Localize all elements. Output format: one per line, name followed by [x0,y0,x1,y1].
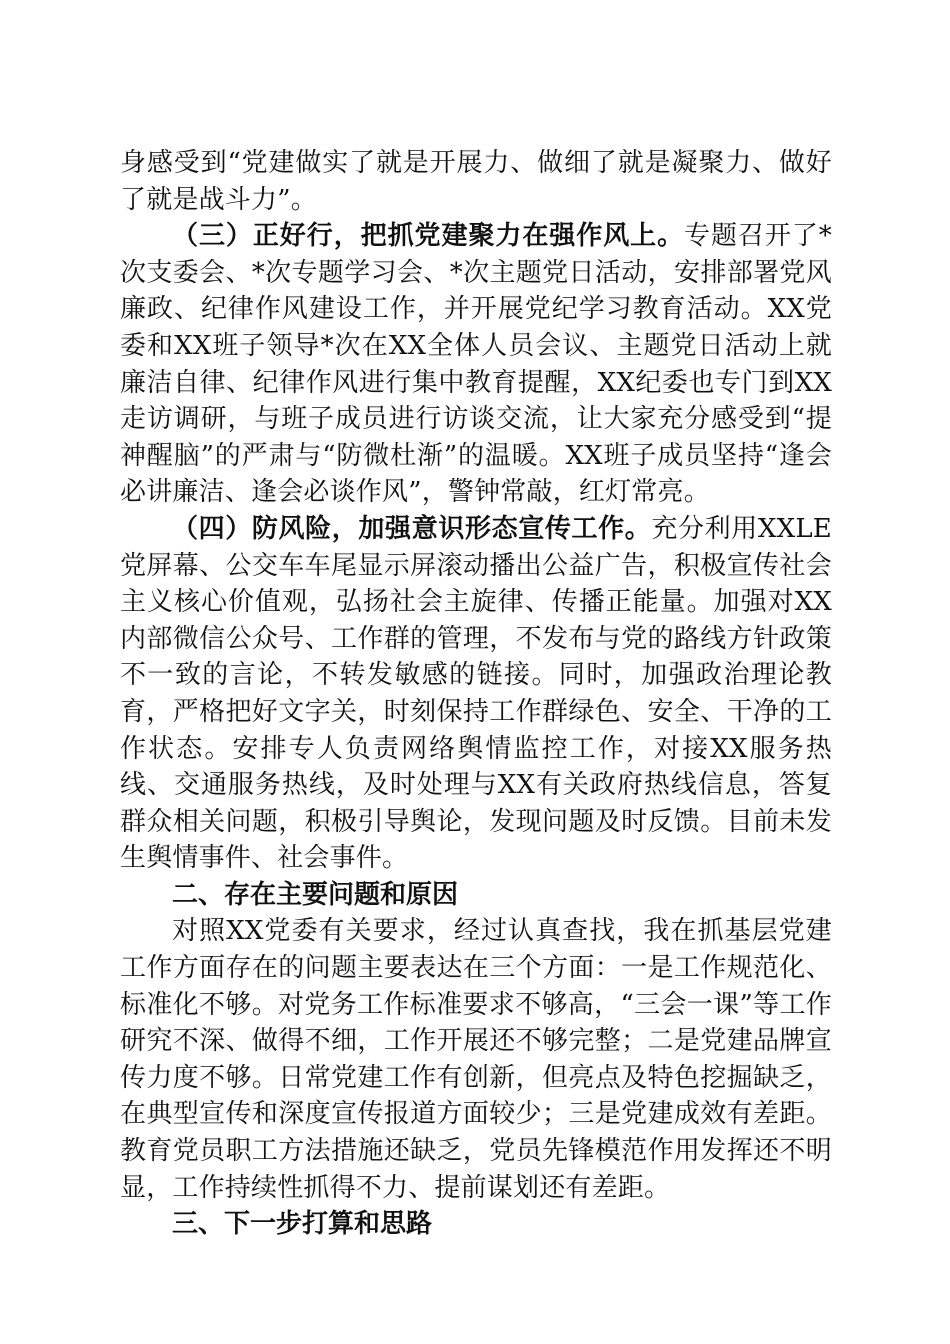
paragraph-section-4 [120,511,832,877]
paragraph-problems: 对照XX党委有关要求，经过认真查找，我在抓基层党建工作方面存在的问题主要表达在三个方面：一是工作规范化、标准化不够。对党务工作标准要求不够高，“三会一课”等工作研究不深、做得不细，工作开展还不够完整；二是党建品牌宣传力度不够。日常党建工作有创新，但亮点及特色挖掘缺乏，在典型宣传和深度宣传报道方面较少；三是党建成效有差距。教育党员职工方法措施还缺乏，党员先锋模范作用发挥还不明显，工作持续性抓得不力、提前谋划还有差距。 [120,916,832,1203]
paragraph-section-3 [120,218,832,511]
heading-problems: 二、存在主要问题和原因 [172,879,459,910]
section-4-body: 充分利用XXLE党屏幕、公交车车尾显示屏滚动播出公益广告，积极宣传社会主义核心价值观，弘扬社会主旋律、传播正能量。加强对XX内部微信公众号、工作群的管理，不发布与党的路线方针政策不一致的言论，不转发敏感的链接。同时，加强政治理论教育，严格把好文字关，时刻保持工作群绿色、安全、干净的工作状态。安排专人负责网络舆情监控工作，对接XX服务热线、交通服务热线，及时处理与XX有关政府热线信息，答复群众相关问题，积极引导舆论，发现问题及时反馈。目前未发生舆情事件、社会事件。 [120,513,832,874]
section-3-lead: （三）正好行，把抓党建聚力在强作风上。 [172,221,685,252]
section-3-body: 专题召开了*次支委会、*次专题学习会、*次主题党日活动，安排部署党风廉政、纪律作风建设工作，并开展党纪学习教育活动。XX党委和XX班子领导*次在XX全体人员会议、主题党日活动上就廉洁自律、纪律作风进行集中教育提醒，XX纪委也专门到XX走访调研，与班子成员进行访谈交流，让大家充分感受到“提神醒脑”的严肃与“防微杜渐”的温暖。XX班子成员坚持“逢会必讲廉洁、逢会必谈作风”，警钟常敲，红灯常亮。 [120,221,832,508]
section-4-lead: （四）防风险，加强意识形态宣传工作。 [172,513,652,544]
heading-next-steps: 三、下一步打算和思路 [172,1209,433,1240]
paragraph-continuation: 身感受到“党建做实了就是开展力、做细了就是凝聚力、做好了就是战斗力”。 [120,148,832,215]
document-page [120,145,832,1243]
